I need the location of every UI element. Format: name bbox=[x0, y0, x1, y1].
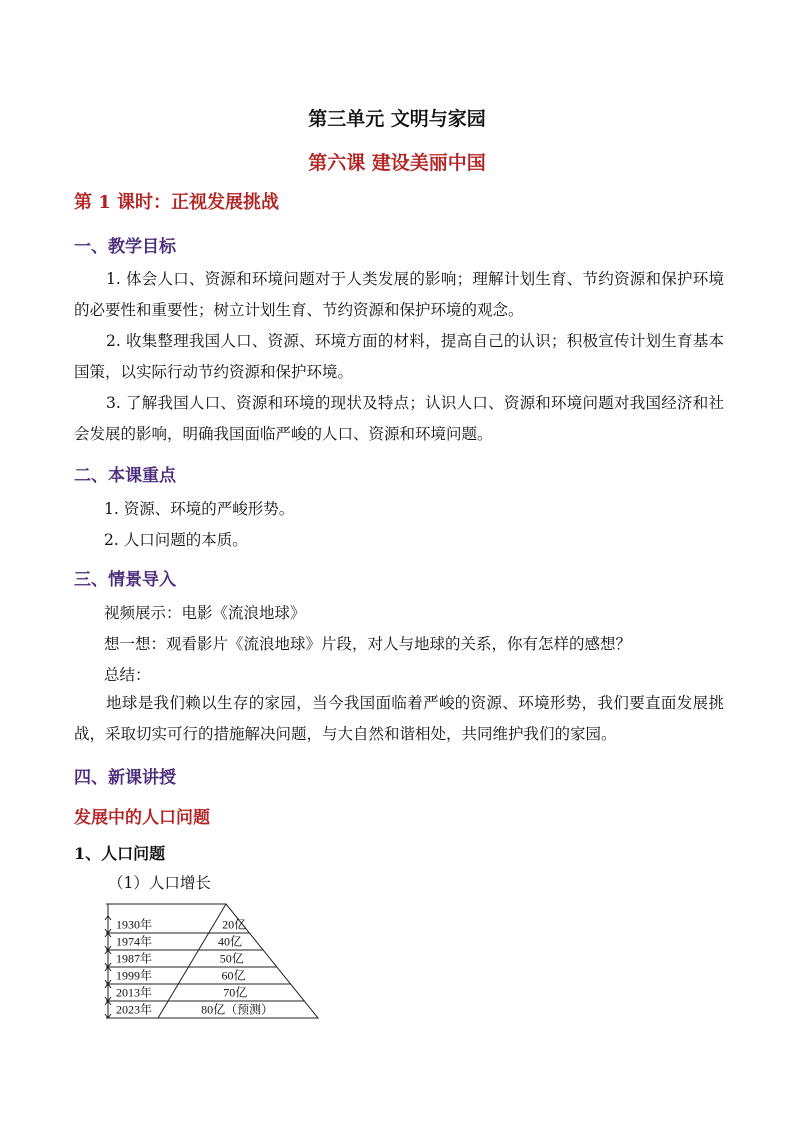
section-heading-objectives: 一、教学目标 bbox=[74, 237, 176, 257]
pyramid-value-label: 40亿 bbox=[217, 934, 242, 949]
period-title: 第 1 课时：正视发展挑战 bbox=[74, 192, 280, 213]
pyramid-value-label: 80亿（预测） bbox=[201, 1002, 274, 1017]
pyramid-year-label: 1999年 bbox=[116, 968, 153, 983]
pyramid-year-label: 2013年 bbox=[116, 985, 153, 1000]
section-heading-new-lesson: 四、新课讲授 bbox=[74, 768, 176, 788]
key-point-2: 2. 人口问题的本质。 bbox=[104, 531, 248, 549]
objective-2: 2. 收集整理我国人口、资源、环境方面的材料，提高自己的认识；积极宣传计划生育基本国策，以实际行动节约资源和保护环境。 bbox=[74, 332, 724, 381]
population-pyramid-diagram bbox=[96, 896, 326, 1026]
objective-3: 3. 了解我国人口、资源和环境的现状及特点；认识人口、资源和环境问题对我国经济和社会发展的影响，明确我国面临严峻的人口、资源和环境问题。 bbox=[74, 394, 724, 443]
pyramid-value-label: 20亿 bbox=[222, 917, 247, 932]
unit-title: 第三单元 文明与家园 bbox=[308, 108, 486, 130]
objective-1: 1. 体会人口、资源和环境问题对于人类发展的影响；理解计划生育、节约资源和保护环境的必要性和重要性；树立计划生育、节约资源和保护环境的观念。 bbox=[74, 270, 724, 319]
subpoint-population-growth: （1）人口增长 bbox=[108, 874, 211, 892]
section-heading-key-points: 二、本课重点 bbox=[74, 466, 176, 486]
pyramid-value-label: 50亿 bbox=[219, 951, 244, 966]
pyramid-value-label: 60亿 bbox=[221, 968, 246, 983]
intro-video: 视频展示：电影《流浪地球》 bbox=[104, 604, 306, 622]
pyramid-year-label: 1930年 bbox=[116, 917, 153, 932]
pyramid-year-label: 2023年 bbox=[116, 1002, 153, 1017]
pyramid-value-label: 70亿 bbox=[223, 985, 248, 1000]
key-point-1: 1. 资源、环境的严峻形势。 bbox=[104, 500, 295, 518]
subheading-population: 发展中的人口问题 bbox=[74, 808, 210, 828]
intro-summary: 地球是我们赖以生存的家园，当今我国面临着严峻的资源、环境形势，我们要直面发展挑战，采取切实可行的措施解决问题，与大自然和谐相处，共同维护我们的家园。 bbox=[74, 694, 724, 743]
pyramid-year-label: 1987年 bbox=[116, 951, 153, 966]
intro-summary-label: 总结： bbox=[104, 666, 151, 684]
lesson-title: 第六课 建设美丽中国 bbox=[308, 152, 486, 174]
intro-think: 想一想：观看影片《流浪地球》片段，对人与地球的关系，你有怎样的感想？ bbox=[104, 635, 632, 653]
point-population-problem: 1、人口问题 bbox=[74, 844, 166, 863]
pyramid-year-label: 1974年 bbox=[116, 934, 153, 949]
section-heading-intro: 三、情景导入 bbox=[74, 570, 176, 590]
